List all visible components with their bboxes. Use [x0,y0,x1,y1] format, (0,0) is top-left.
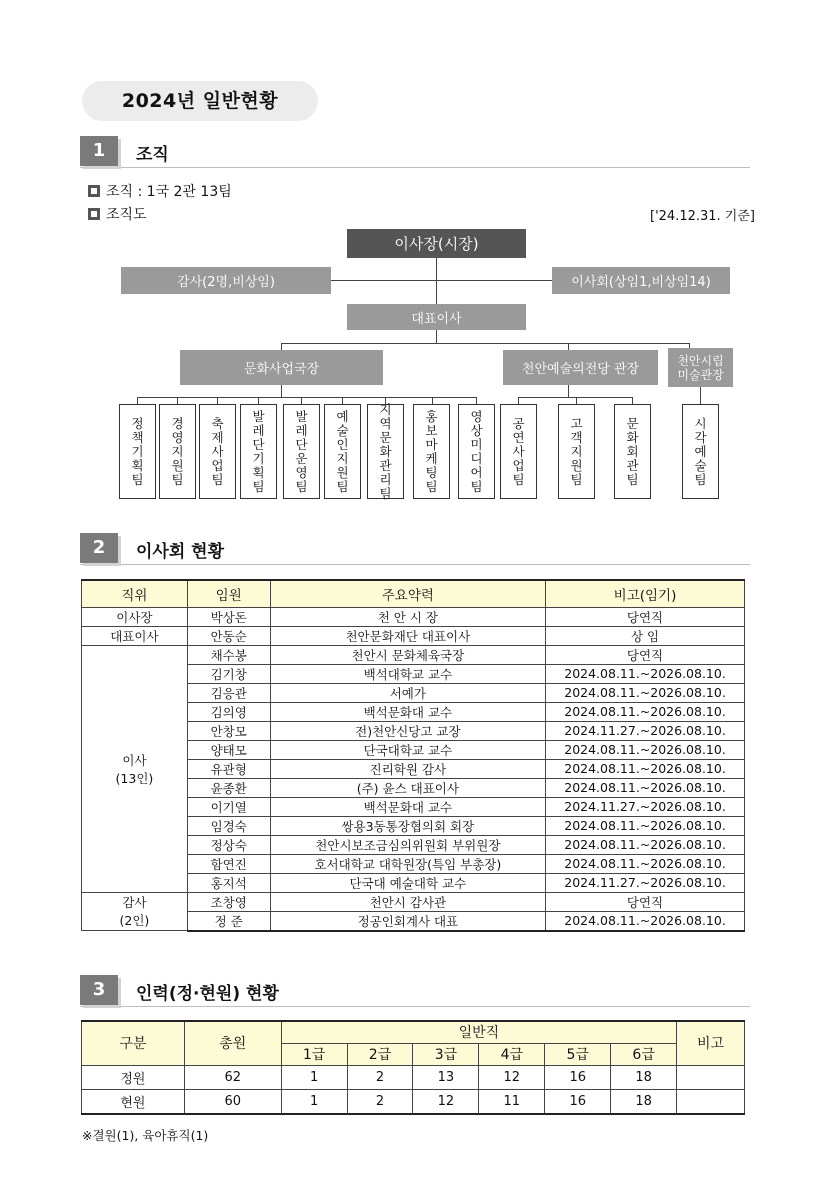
name-cell: 윤종환 [187,778,270,797]
team-box: 정책기획팀 [119,404,156,499]
group-label: 이사 [122,752,147,768]
career-cell: 천 안 시 장 [270,607,545,626]
org-summary-text: 조직 : 1국 2관 13팀 [106,184,232,200]
dept-museum-box: 천안시립미술관장 [668,348,733,387]
header-note: 비고 [677,1021,745,1065]
name-cell: 채수봉 [187,645,270,664]
term-cell: 2024.08.11.~2026.08.10. [546,854,745,873]
table-row: 정원 62 1 2 13 12 16 18 [82,1065,745,1089]
career-cell: 쌍용3동통장협의회 회장 [270,816,545,835]
name-cell: 김기창 [187,664,270,683]
group-count: (2인) [119,913,150,929]
career-cell: 천안시 문화체육국장 [270,645,545,664]
career-cell: 천안시보조금심의위원회 부위원장 [270,835,545,854]
position-cell [82,645,188,892]
team-box: 고객지원팀 [558,404,595,499]
name-cell: 유관형 [187,759,270,778]
team-box: 발레단운영팀 [283,404,320,499]
team-box: 지역문화관리팀 [367,404,404,499]
section-title: 인력(정·현원) 현황 [136,984,279,1004]
team-box: 문화회관팀 [614,404,651,499]
term-cell: 당연직 [546,892,745,911]
name-cell: 김의영 [187,702,270,721]
section-number: 1 [80,136,118,166]
team-box: 시각예술팀 [682,404,719,499]
team-box: 공연사업팀 [500,404,537,499]
team-box: 영상미디어팀 [458,404,495,499]
org-chart-label: 조직도 [106,207,147,223]
board-table [81,579,745,932]
table-row [82,892,745,911]
term-cell: 당연직 [546,645,745,664]
table-row [82,626,745,645]
career-cell: 정공인회계사 대표 [270,911,545,931]
career-cell: 백석대학교 교수 [270,664,545,683]
header-general: 일반직 [281,1021,676,1043]
team-box: 예술인지원팀 [324,404,361,499]
term-cell: 2024.08.11.~2026.08.10. [546,740,745,759]
section-2-header [80,533,750,565]
career-cell: 전)천안신당고 교장 [270,721,545,740]
team-box: 홍보마케팅팀 [413,404,450,499]
team-box: 경영지원팀 [159,404,196,499]
position-cell: 이사장 [82,607,188,626]
name-cell: 임경숙 [187,816,270,835]
term-cell: 2024.11.27.~2026.08.10. [546,797,745,816]
group-count: (13인) [115,770,154,786]
org-chart [0,0,835,520]
page-title: 2024년 일반현황 [82,81,318,121]
team-box: 발레단기획팀 [240,404,277,499]
column-header: 주요약력 [270,580,545,607]
footnote: ※결원(1), 육아휴직(1) [82,1128,209,1143]
auditor-box: 감사(2명,비상임) [121,267,331,294]
term-cell: 2024.08.11.~2026.08.10. [546,911,745,931]
grade-header: 4급 [479,1043,545,1065]
term-cell: 2024.11.27.~2026.08.10. [546,873,745,892]
position-cell [82,892,188,931]
name-cell: 안창모 [187,721,270,740]
name-cell: 정상숙 [187,835,270,854]
header-total: 총원 [184,1021,281,1065]
board-box: 이사회(상임1,비상임14) [552,267,730,294]
career-cell: 단국대학교 교수 [270,740,545,759]
term-cell: 2024.08.11.~2026.08.10. [546,759,745,778]
dept-arts-center-box: 천안예술의전당 관장 [503,350,658,385]
grade-header: 2급 [347,1043,413,1065]
basis-date: ['24.12.31. 기준] [650,209,755,224]
term-cell: 2024.08.11.~2026.08.10. [546,816,745,835]
grade-header: 5급 [545,1043,611,1065]
name-cell: 김응관 [187,683,270,702]
column-header: 비고(임기) [546,580,745,607]
career-cell: (주) 윤스 대표이사 [270,778,545,797]
section-title: 조직 [136,145,169,165]
name-cell: 안동순 [187,626,270,645]
career-cell: 서예가 [270,683,545,702]
staff-table [81,1020,745,1115]
term-cell: 2024.08.11.~2026.08.10. [546,778,745,797]
team-box: 축제사업팀 [199,404,236,499]
name-cell: 조창영 [187,892,270,911]
column-header: 임원 [187,580,270,607]
column-header: 직위 [82,580,188,607]
section-3-header [80,975,750,1007]
section-number: 2 [80,533,118,563]
ceo-box: 대표이사 [347,304,526,330]
grade-header: 1급 [281,1043,347,1065]
name-cell: 정 준 [187,911,270,931]
career-cell: 천안문화재단 대표이사 [270,626,545,645]
position-cell: 대표이사 [82,626,188,645]
header-category: 구분 [82,1021,185,1065]
section-number: 3 [80,975,118,1005]
name-cell: 이기열 [187,797,270,816]
term-cell: 당연직 [546,607,745,626]
table-row [82,645,745,664]
chairman-box: 이사장(시장) [347,229,526,258]
dept-culture-box: 문화사업국장 [180,350,383,385]
term-cell: 2024.08.11.~2026.08.10. [546,664,745,683]
grade-header: 6급 [611,1043,677,1065]
table-row [82,607,745,626]
name-cell: 양태모 [187,740,270,759]
career-cell: 호서대학교 대학원장(특임 부총장) [270,854,545,873]
term-cell: 상 임 [546,626,745,645]
table-header-row [82,580,745,607]
career-cell: 단국대 예술대학 교수 [270,873,545,892]
career-cell: 천안시 감사관 [270,892,545,911]
name-cell: 함연진 [187,854,270,873]
term-cell: 2024.08.11.~2026.08.10. [546,835,745,854]
table-row: 현원 60 1 2 12 11 16 18 [82,1089,745,1114]
career-cell: 백석문화대 교수 [270,797,545,816]
grade-header: 3급 [413,1043,479,1065]
term-cell: 2024.11.27.~2026.08.10. [546,721,745,740]
section-title: 이사회 현황 [136,542,225,562]
term-cell: 2024.08.11.~2026.08.10. [546,683,745,702]
name-cell: 박상돈 [187,607,270,626]
group-label: 감사 [122,895,147,911]
term-cell: 2024.08.11.~2026.08.10. [546,702,745,721]
name-cell: 홍지석 [187,873,270,892]
career-cell: 백석문화대 교수 [270,702,545,721]
career-cell: 진리학원 감사 [270,759,545,778]
